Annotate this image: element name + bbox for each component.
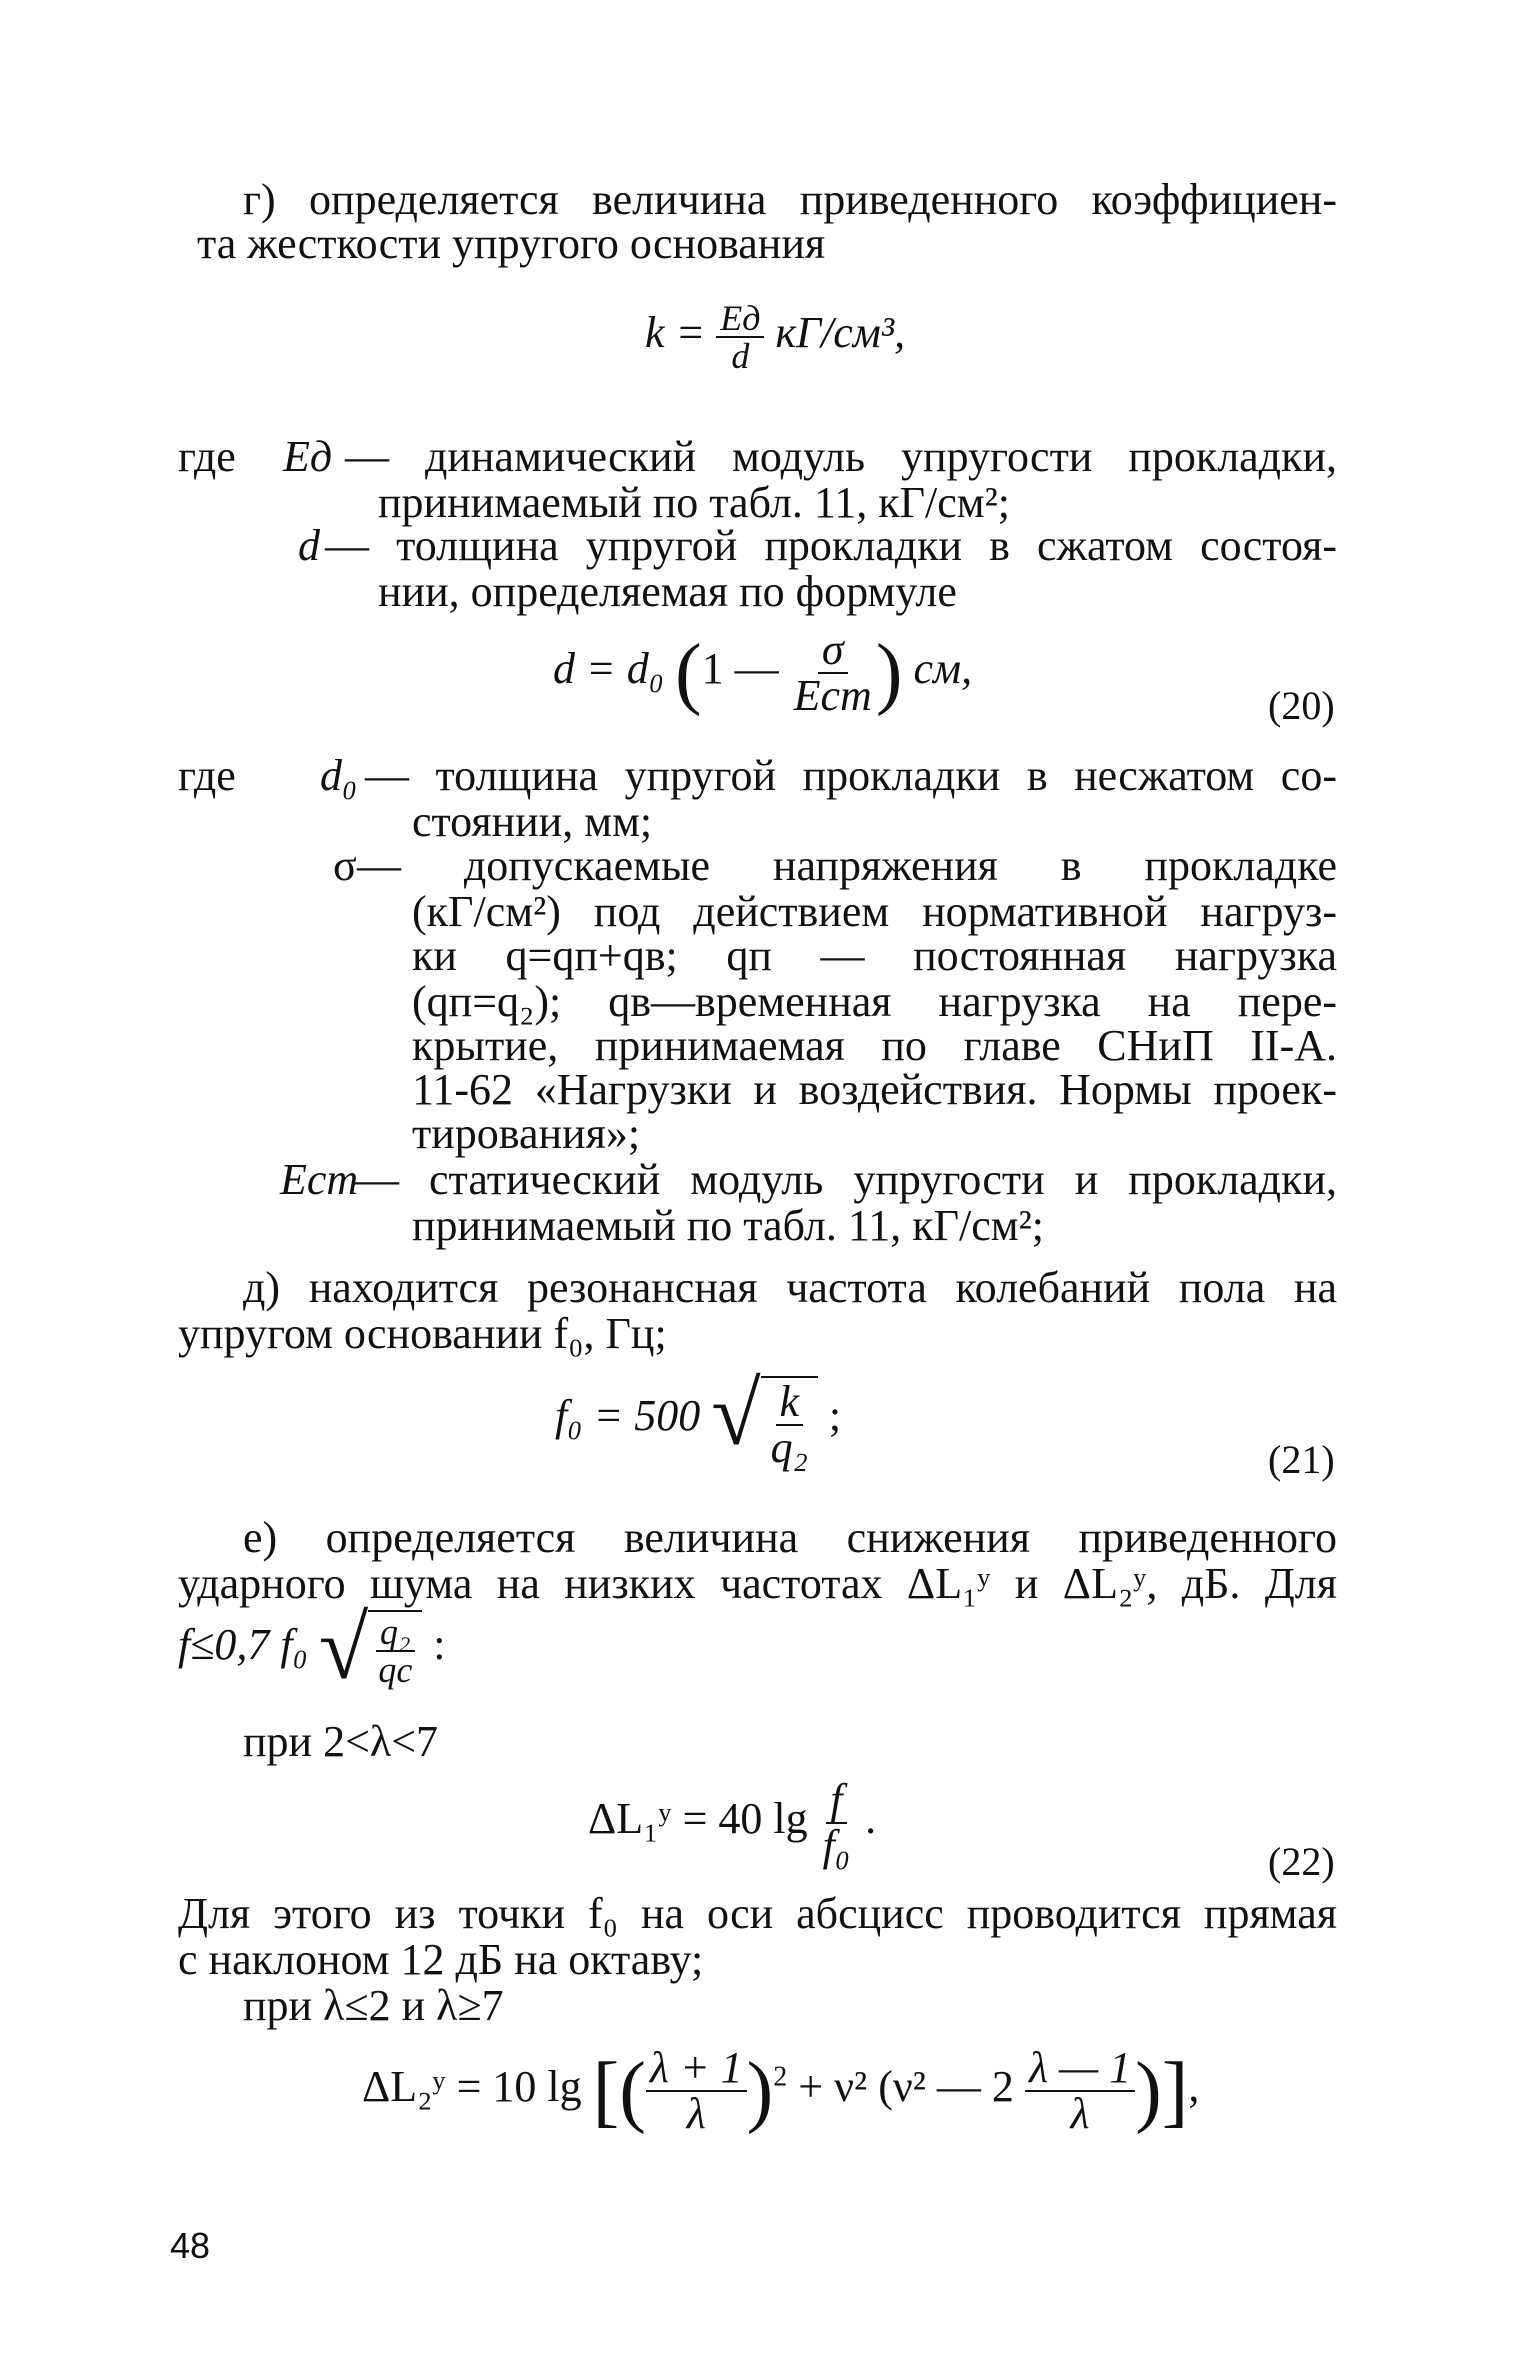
formula-21-radical [711,1365,818,1472]
formula-k-lhs: k = [645,308,706,358]
condition-numerator: q₂ [376,1614,415,1652]
paragraph-g-line-2: та жесткости упругого основания [197,219,826,268]
Est-definition-line-1: — статический модуль упругости и прокладки, [355,1155,1337,1204]
formula-23-denominator-2: λ [1070,2089,1090,2138]
case-2-label: при λ≤2 и λ≥7 [243,1981,504,2030]
condition-radical [318,1599,422,1698]
symbol-sigma: σ [333,841,357,890]
formula-20-fraction [790,625,876,720]
equation-number-22: (22) [1268,1839,1335,1884]
sigma-definition-line-3: ки q=qп+qв; qп — постоянная нагрузка [412,931,1337,980]
formula-23-square: 2 [773,2061,788,2093]
paragraph-g-line-1: г) определяется величина приведенного коэффициен- [243,175,1337,224]
formula-k-denominator: d [731,336,750,376]
formula-23-middle: + ν² (ν² — 2 [798,2062,1014,2112]
formula-22-denominator: f₀ [822,1821,851,1870]
formula-20-one-minus: 1 — [701,644,779,694]
formula-21-lhs: f₀ = 500 [555,1391,701,1441]
sigma-definition-line-1: — допускаемые напряжения в прокладке [357,841,1337,890]
formula-k [645,300,905,374]
symbol-d: d [298,521,320,570]
formula-22-tail: . [865,1794,877,1844]
radical-sign-icon: √ [711,1365,761,1464]
formula-23-denominator-1: λ [686,2089,706,2138]
formula-21-denominator: q₂ [770,1423,808,1472]
sigma-definition-line-6: 11-62 «Нагрузки и воздействия. Нормы проек- [412,1065,1337,1114]
sigma-definition-line-7: тирования»; [412,1109,641,1158]
paragraph-d-line-1: д) находится резонансная частота колебаний пола на [243,1263,1337,1312]
symbol-Ed: Eд [283,432,333,481]
formula-22 [588,1775,877,1870]
where-label-1: где [178,432,236,481]
formula-23-numerator-2: λ — 1 [1025,2046,1135,2092]
sigma-definition-line-2: (кГ/см²) под действием нормативной нагруз- [412,887,1337,936]
formula-20-lhs: d = d₀ [553,644,664,694]
equation-number-21: (21) [1268,1437,1335,1482]
paragraph-after-22-line-2: с наклоном 12 дБ на октаву; [178,1935,704,1984]
d-definition-line-2: нии, определяемая по формуле [378,567,957,616]
formula-21-tail: ; [828,1391,842,1441]
formula-20-numerator: σ [818,628,848,674]
paragraph-e-line-2: ударного шума на низких частотах ΔL₁ʸ и ΔL₂ʸ, дБ. Для [178,1559,1337,1608]
d0-definition-line-2: стоянии, мм; [412,797,653,846]
formula-20 [553,625,973,720]
formula-23-paren-close-1: ) [746,2047,774,2135]
formula-k-unit: кГ/см³, [775,308,906,358]
paragraph-after-22-line-1: Для этого из точки f₀ на оси абсцисс проводится прямая [178,1889,1337,1938]
formula-21-numerator: k [776,1380,804,1426]
sigma-definition-line-5: крытие, принимаемая по главе СНиП II-А. [412,1021,1337,1070]
formula-20-unit: см, [913,644,973,694]
sigma-definition-line-4: (qп=q₂); qв—временная нагрузка на пере- [412,977,1337,1026]
formula-20-paren-open: ( [675,629,702,717]
condition-lhs: f≤0,7 f₀ [178,1620,308,1670]
d0-definition-line-1: — толщина упругой прокладки в несжатом со- [365,751,1337,800]
radical-sign-icon: √ [318,1599,369,1698]
where-label-2: где [178,751,236,800]
formula-k-fraction [716,300,764,374]
symbol-d0: d₀ [320,751,358,800]
formula-23-tail: , [1188,2062,1200,2112]
Est-definition-line-2: принимаемый по табл. 11, кГ/см²; [412,1201,1045,1250]
paragraph-d-line-2: упругом основании f₀, Гц; [178,1309,667,1358]
formula-k-numerator: Eд [716,300,764,338]
formula-23-bracket-close: )] [1135,2047,1189,2135]
formula-23-fraction-2 [1025,2043,1135,2138]
formula-22-fraction [819,1775,855,1870]
formula-23-lhs: ΔL₂ʸ = 10 lg [362,2062,582,2112]
formula-20-paren-close: ) [875,629,903,717]
formula-23 [362,2043,1200,2138]
Ed-definition-line-1: — динамический модуль упругости прокладки, [345,432,1337,481]
page-number: 48 [170,2225,211,2266]
condition-denominator: qс [378,1650,413,1690]
condition-tail: : [433,1620,446,1670]
formula-22-numerator: f [826,1778,846,1824]
formula-20-denominator: Eст [793,671,872,720]
case-1-label: при 2<λ<7 [243,1717,439,1766]
formula-23-fraction-1 [646,2043,747,2138]
symbol-Est: Eст [280,1155,359,1204]
equation-number-20: (20) [1268,683,1335,728]
formula-21-fraction [767,1377,812,1472]
Ed-definition-line-2: принимаемый по табл. 11, кГ/см²; [378,478,1011,527]
formula-23-numerator-1: λ + 1 [646,2046,747,2092]
formula-22-lhs: ΔL₁ʸ = 40 lg [588,1794,808,1844]
formula-21 [555,1365,842,1472]
condition-formula [178,1599,446,1698]
paragraph-e-line-1: е) определяется величина снижения приведенного [243,1513,1337,1562]
formula-23-bracket-open: [( [592,2047,646,2135]
condition-fraction [374,1614,416,1688]
d-definition-line-1: — толщина упругой прокладки в сжатом состоя- [325,521,1337,570]
